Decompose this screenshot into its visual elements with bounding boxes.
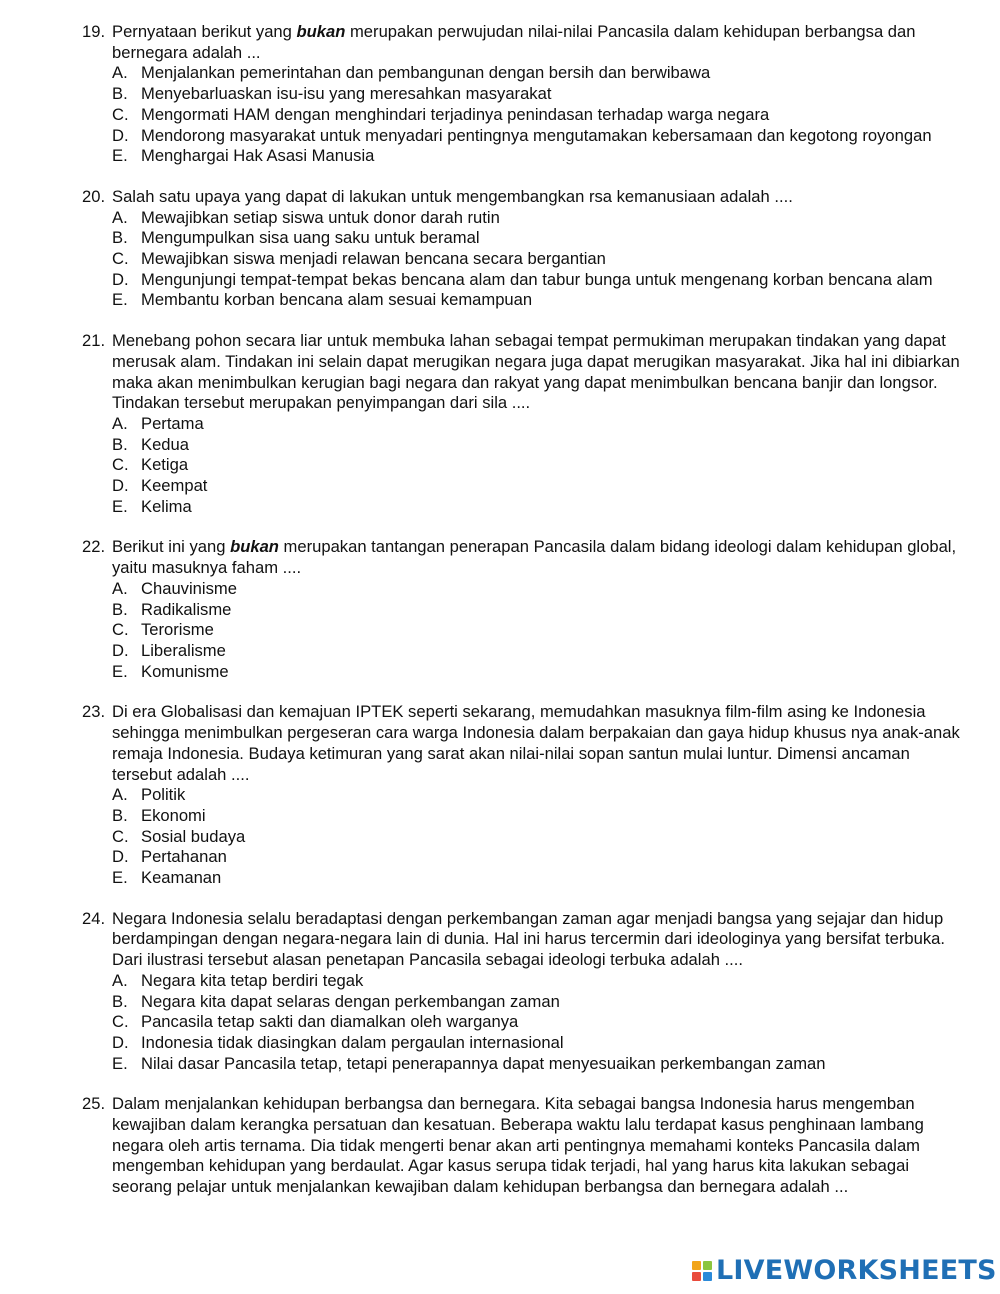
emphasis-word: bukan xyxy=(230,537,279,557)
option-a[interactable]: A. Negara kita tetap berdiri tegak xyxy=(112,970,364,990)
option-d[interactable]: D. Liberalisme xyxy=(112,640,226,660)
option-d[interactable]: D. Keempat xyxy=(112,476,208,496)
option-c[interactable]: C. Pancasila tetap sakti dan diamalkan oleh warganya xyxy=(112,1012,519,1032)
option-e[interactable]: E. Komunisme xyxy=(112,661,229,681)
question-21 xyxy=(0,331,1000,517)
question-20 xyxy=(0,187,1000,311)
option-e[interactable]: E. Menghargai Hak Asasi Manusia xyxy=(112,146,375,166)
option-d[interactable]: D. Mengunjungi tempat-tempat bekas bencana alam dan tabur bunga untuk mengenang korban bencana alam xyxy=(112,269,933,289)
option-a[interactable]: A. Pertama xyxy=(112,413,204,433)
question-23 xyxy=(0,702,1000,888)
option-d[interactable]: D. Mendorong masyarakat untuk menyadari pentingnya mengutamakan kebersamaan dan kegotong royongan xyxy=(112,125,932,145)
option-c[interactable]: C. Mewajibkan siswa menjadi relawan bencana secara bergantian xyxy=(112,249,606,269)
question-25 xyxy=(0,1094,1000,1198)
logo-grid-icon xyxy=(692,1261,712,1281)
option-b[interactable]: B. Radikalisme xyxy=(112,599,232,619)
liveworksheets-logo xyxy=(692,1256,997,1286)
question-stem: Dalam menjalankan kehidupan berbangsa dan bernegara. Kita sebagai bangsa Indonesia harus mengemban kewajiban dalam kerangka persatuan dan kesatuan. Beberapa waktu lalu terdapat kasus penghinaan lambang negara oleh artis ternama. Dia tidak mengerti benar akan arti pentingnya memahami konteks Pancasila dalam mengemban kehidupan yang berdaulat. Agar kasus serupa tidak terjadi, hal yang harus kita lakukan sebagai seorang pelajar untuk menjalankan kewajiban dalam kehidupan berbangsa dan bernegara adalah ... xyxy=(112,1094,924,1197)
logo-square-icon xyxy=(703,1272,712,1281)
option-e[interactable]: E. Keamanan xyxy=(112,868,222,888)
options-list xyxy=(112,63,966,167)
option-d[interactable]: D. Indonesia tidak diasingkan dalam pergaulan internasional xyxy=(112,1032,564,1052)
options-list xyxy=(112,579,966,683)
options-list xyxy=(112,785,966,889)
option-c[interactable]: C. Terorisme xyxy=(112,620,214,640)
option-c[interactable]: C. Mengormati HAM dengan menghindari terjadinya penindasan terhadap warga negara xyxy=(112,104,770,124)
option-a[interactable]: A. Chauvinisme xyxy=(112,578,237,598)
option-b[interactable]: B. Ekonomi xyxy=(112,805,206,825)
option-a[interactable]: A. Mewajibkan setiap siswa untuk donor darah rutin xyxy=(112,207,500,227)
question-stem: Pernyataan berikut yang bukan merupakan perwujudan nilai-nilai Pancasila dalam kehidupan berbangsa dan bernegara adalah ... xyxy=(112,22,916,62)
option-e[interactable]: E. Membantu korban bencana alam sesuai kemampuan xyxy=(112,290,533,310)
question-stem: Salah satu upaya yang dapat di lakukan untuk mengembangkan rsa kemanusiaan adalah .... xyxy=(112,186,793,206)
option-e[interactable]: E. Nilai dasar Pancasila tetap, tetapi penerapannya dapat menyesuaikan perkembangan zaman xyxy=(112,1053,826,1073)
option-b[interactable]: B. Mengumpulkan sisa uang saku untuk beramal xyxy=(112,228,480,248)
option-b[interactable]: B. Kedua xyxy=(112,434,189,454)
question-22 xyxy=(0,537,1000,682)
logo-square-icon xyxy=(692,1272,701,1281)
question-number: 20. xyxy=(82,186,106,206)
option-b[interactable]: B. Menyebarluaskan isu-isu yang meresahkan masyarakat xyxy=(112,84,552,104)
question-number: 25. xyxy=(82,1094,106,1114)
question-number: 24. xyxy=(82,908,106,928)
logo-square-icon xyxy=(703,1261,712,1270)
emphasis-word: bukan xyxy=(296,22,346,41)
question-number: 22. xyxy=(82,537,106,557)
question-24 xyxy=(0,909,1000,1075)
question-number: 23. xyxy=(82,702,106,722)
option-c[interactable]: C. Sosial budaya xyxy=(112,826,246,846)
option-d[interactable]: D. Pertahanan xyxy=(112,847,227,867)
question-stem: Berikut ini yang bukan merupakan tantangan penerapan Pancasila dalam bidang ideologi dalam kehidupan global, yaitu masuknya faham .... xyxy=(112,537,957,578)
option-a[interactable]: A. Politik xyxy=(112,785,186,805)
option-e[interactable]: E. Kelima xyxy=(112,496,192,516)
options-list xyxy=(112,971,966,1075)
options-list xyxy=(112,208,966,312)
option-a[interactable]: A. Menjalankan pemerintahan dan pembangunan dengan bersih dan berwibawa xyxy=(112,63,711,83)
question-stem: Menebang pohon secara liar untuk membuka lahan sebagai tempat permukiman merupakan tindakan yang dapat merusak alam. Tindakan ini selain dapat merugikan negara juga dapat merugikan masyarakat. Jika hal ini dibiarkan maka akan menimbulkan kerugian bagi negara dan rakyat yang dapat menimbulkan bencana banjir dan longsor. Tindakan tersebut merupakan penyimpangan dari sila .... xyxy=(112,331,960,413)
option-b[interactable]: B. Negara kita dapat selaras dengan perkembangan zaman xyxy=(112,991,560,1011)
question-19 xyxy=(0,22,1000,167)
question-stem: Negara Indonesia selalu beradaptasi dengan perkembangan zaman agar menjadi bangsa yang sejajar dan hidup berdampingan dengan negara-negara lain di dunia. Hal ini harus tercermin dari ideologinya yang bersifat terbuka. Dari ilustrasi tersebut alasan penetapan Pancasila sebagai ideologi terbuka adalah .... xyxy=(112,908,945,970)
question-stem: Di era Globalisasi dan kemajuan IPTEK seperti sekarang, memudahkan masuknya film-film asing ke Indonesia sehingga menimbulkan pergeseran cara warga Indonesia dalam berpakaian dan gaya hidup khusus nya anak-anak remaja Indonesia. Budaya ketimuran yang sarat akan nilai-nilai sopan santun mulai luntur. Dimensi ancaman tersebut adalah .... xyxy=(112,702,960,784)
logo-text: LIVEWORKSHEETS xyxy=(716,1254,997,1286)
logo-square-icon xyxy=(692,1261,701,1270)
options-list xyxy=(112,414,966,518)
question-number: 19. xyxy=(82,22,106,41)
worksheet-page xyxy=(0,22,1000,1218)
question-number: 21. xyxy=(82,331,106,351)
option-c[interactable]: C. Ketiga xyxy=(112,455,189,475)
